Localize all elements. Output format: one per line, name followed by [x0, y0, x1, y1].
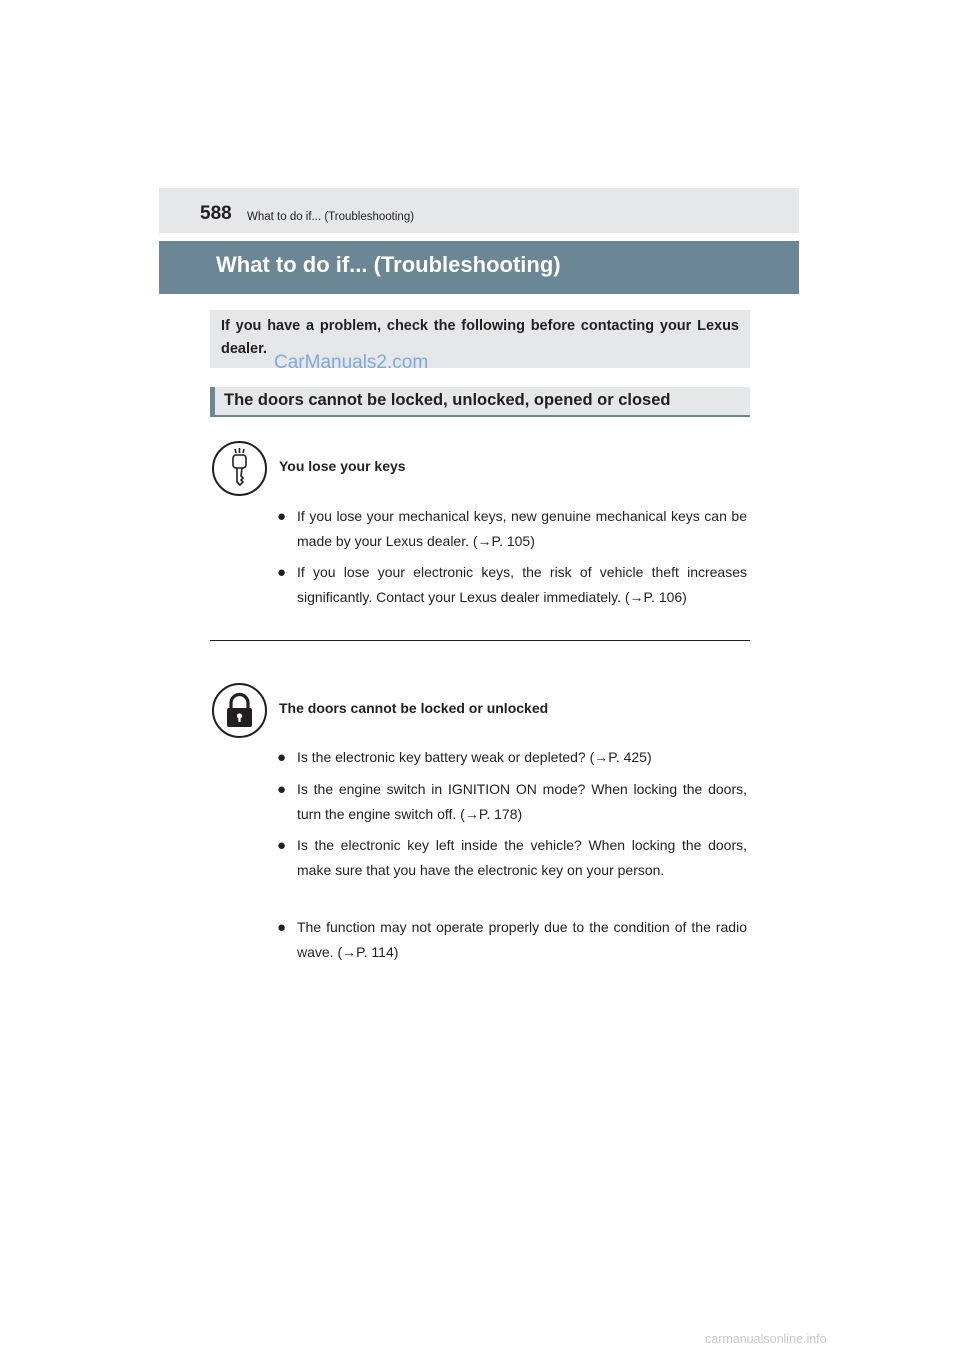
section-heading: The doors cannot be locked, unlocked, opened or closed [224, 391, 671, 409]
watermark: CarManuals2.com [274, 352, 429, 373]
group-heading-lost-keys: You lose your keys [279, 458, 406, 474]
section-accent [210, 387, 215, 415]
divider [210, 640, 750, 641]
section-heading-bar [210, 387, 750, 417]
bullet-dot: ● [277, 564, 287, 581]
list-item: ● Is the electronic key battery weak or depleted? (→P. 425) [277, 745, 747, 770]
bullet-dot: ● [277, 749, 287, 766]
list-item: ● Is the electronic key left inside the vehicle? When locking the doors, make sure that you have the electronic key on your person. [277, 833, 747, 883]
bullet-dot: ● [277, 508, 287, 525]
list-item: ● If you lose your mechanical keys, new genuine mechanical keys can be made by your Lexus dealer. (→P. 105) [277, 504, 747, 554]
list-item: ● The function may not operate properly due to the condition of the radio wave. (→P. 114) [277, 915, 747, 965]
bullet-dot: ● [277, 781, 287, 798]
footer-watermark: carmanualsonline.info [705, 1332, 827, 1346]
running-title: What to do if... (Troubleshooting) [247, 211, 415, 223]
list-item: ● If you lose your electronic keys, the risk of vehicle theft increases significantly. Contact your Lexus dealer immediately. (→P. 106) [277, 560, 747, 610]
bullet-dot: ● [277, 837, 287, 854]
key-icon [212, 441, 267, 496]
page-number: 588 [200, 203, 232, 224]
padlock-icon [212, 683, 267, 738]
intro-text: If you have a problem, check the following before contacting your Lexus dealer. [221, 318, 739, 357]
bullet-dot: ● [277, 919, 287, 936]
group-heading-doors-lock: The doors cannot be locked or unlocked [279, 700, 549, 716]
list-item: ● Is the engine switch in IGNITION ON mode? When locking the doors, turn the engine switch off. (→P. 178) [277, 777, 747, 827]
page-title: What to do if... (Troubleshooting) [216, 252, 561, 277]
